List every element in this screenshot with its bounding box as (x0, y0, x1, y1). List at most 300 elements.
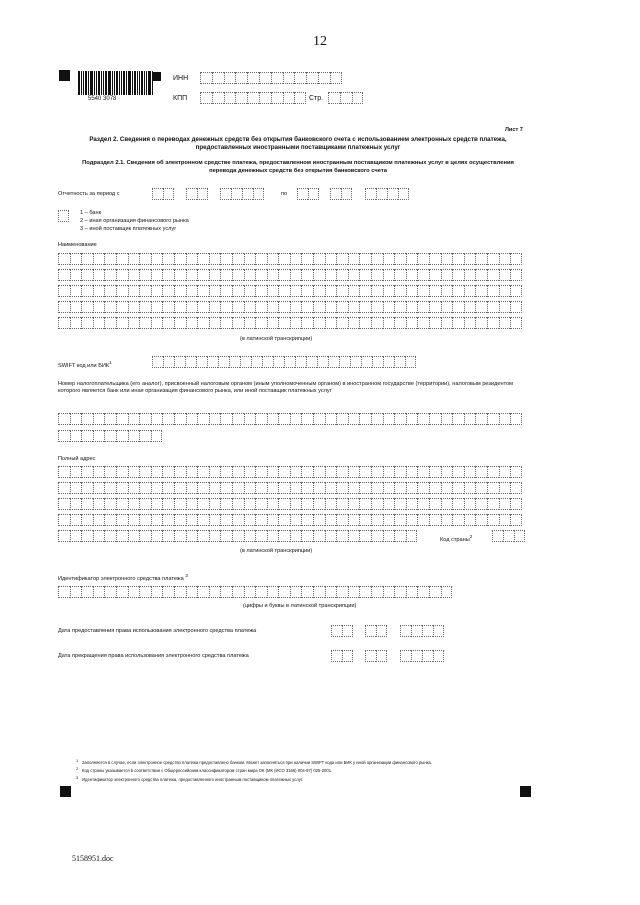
cell[interactable] (232, 253, 244, 265)
cell[interactable] (359, 301, 371, 313)
cell[interactable] (174, 530, 186, 542)
cell[interactable] (267, 466, 279, 478)
cell[interactable] (104, 530, 116, 542)
cell[interactable] (70, 317, 82, 329)
cell[interactable] (151, 269, 163, 281)
cell[interactable] (267, 301, 279, 313)
cell[interactable] (151, 253, 163, 265)
cell[interactable] (336, 466, 348, 478)
cell[interactable] (406, 269, 418, 281)
cell[interactable] (209, 514, 221, 526)
cell[interactable] (514, 530, 525, 542)
cell[interactable] (318, 72, 330, 84)
cell[interactable] (510, 285, 522, 297)
cell[interactable] (209, 413, 221, 425)
cell[interactable] (186, 530, 198, 542)
cell[interactable] (441, 285, 453, 297)
cell[interactable] (58, 530, 70, 542)
cell[interactable] (325, 466, 337, 478)
cell[interactable] (383, 269, 395, 281)
cell[interactable] (487, 317, 499, 329)
cell[interactable] (116, 285, 128, 297)
cell[interactable] (255, 285, 267, 297)
cell[interactable] (301, 413, 313, 425)
cell[interactable] (232, 413, 244, 425)
date-grant-day[interactable] (331, 625, 353, 637)
cell[interactable] (93, 253, 105, 265)
cell[interactable] (313, 482, 325, 494)
cell[interactable] (58, 285, 70, 297)
date-grant-year[interactable] (400, 625, 444, 637)
cell[interactable] (406, 317, 418, 329)
cell[interactable] (336, 514, 348, 526)
cell[interactable] (352, 92, 364, 104)
cell[interactable] (348, 285, 360, 297)
cell[interactable] (383, 285, 395, 297)
cell-row[interactable] (58, 253, 522, 265)
cell[interactable] (81, 482, 93, 494)
cell[interactable] (104, 498, 116, 510)
cell[interactable] (313, 317, 325, 329)
cell[interactable] (487, 514, 499, 526)
cell[interactable] (244, 253, 256, 265)
cell[interactable] (394, 253, 406, 265)
cell[interactable] (209, 586, 221, 598)
cell[interactable] (499, 514, 511, 526)
cell[interactable] (417, 253, 429, 265)
cell[interactable] (499, 413, 511, 425)
cell[interactable] (152, 356, 163, 368)
cell[interactable] (224, 92, 236, 104)
cell[interactable] (359, 317, 371, 329)
cell[interactable] (383, 514, 395, 526)
cell[interactable] (151, 413, 163, 425)
cell[interactable] (284, 356, 295, 368)
cell[interactable] (308, 188, 319, 200)
cell[interactable] (348, 269, 360, 281)
cell[interactable] (406, 482, 418, 494)
cell[interactable] (359, 413, 371, 425)
cell[interactable] (212, 72, 224, 84)
cell[interactable] (209, 301, 221, 313)
cell[interactable] (294, 92, 306, 104)
cell[interactable] (244, 301, 256, 313)
cell[interactable] (433, 650, 444, 662)
cell[interactable] (224, 72, 236, 84)
cell[interactable] (313, 269, 325, 281)
cell[interactable] (232, 269, 244, 281)
cell[interactable] (267, 413, 279, 425)
cell[interactable] (232, 317, 244, 329)
cell[interactable] (452, 317, 464, 329)
cell[interactable] (348, 301, 360, 313)
cell[interactable] (394, 317, 406, 329)
cell[interactable] (301, 466, 313, 478)
cell[interactable] (162, 466, 174, 478)
cell[interactable] (162, 269, 174, 281)
cell[interactable] (290, 317, 302, 329)
cell[interactable] (186, 317, 198, 329)
cell[interactable] (207, 356, 218, 368)
cell[interactable] (429, 317, 441, 329)
cell-row[interactable] (58, 514, 522, 526)
cell[interactable] (325, 498, 337, 510)
cell[interactable] (174, 514, 186, 526)
cell[interactable] (336, 253, 348, 265)
cell[interactable] (290, 482, 302, 494)
cell[interactable] (81, 514, 93, 526)
cell[interactable] (400, 650, 411, 662)
cell[interactable] (290, 269, 302, 281)
cell[interactable] (475, 269, 487, 281)
cell[interactable] (278, 586, 290, 598)
cell[interactable] (139, 466, 151, 478)
cell[interactable] (244, 514, 256, 526)
cell[interactable] (162, 514, 174, 526)
cell[interactable] (475, 498, 487, 510)
cell[interactable] (417, 413, 429, 425)
cell[interactable] (197, 285, 209, 297)
cell[interactable] (139, 430, 151, 442)
cell[interactable] (104, 285, 116, 297)
cell[interactable] (220, 301, 232, 313)
cell[interactable] (405, 356, 416, 368)
cell[interactable] (487, 466, 499, 478)
cell[interactable] (174, 586, 186, 598)
cell[interactable] (328, 92, 340, 104)
cell[interactable] (58, 317, 70, 329)
cell[interactable] (394, 466, 406, 478)
cell[interactable] (174, 413, 186, 425)
cell[interactable] (116, 514, 128, 526)
cell[interactable] (295, 356, 306, 368)
cell[interactable] (336, 285, 348, 297)
cell[interactable] (499, 482, 511, 494)
id-cells[interactable] (58, 586, 452, 598)
cell[interactable] (58, 514, 70, 526)
cell-row[interactable] (58, 498, 522, 510)
cell[interactable] (406, 530, 418, 542)
cell[interactable] (371, 586, 383, 598)
cell[interactable] (128, 498, 140, 510)
cell-row[interactable] (58, 285, 522, 297)
cell[interactable] (174, 285, 186, 297)
cell[interactable] (464, 413, 476, 425)
cell[interactable] (417, 466, 429, 478)
cell[interactable] (197, 466, 209, 478)
cell[interactable] (406, 301, 418, 313)
cell[interactable] (104, 413, 116, 425)
cell[interactable] (70, 530, 82, 542)
cell[interactable] (429, 514, 441, 526)
cell[interactable] (313, 514, 325, 526)
cell[interactable] (128, 413, 140, 425)
cell[interactable] (406, 285, 418, 297)
cell[interactable] (452, 413, 464, 425)
cell[interactable] (499, 317, 511, 329)
cell[interactable] (441, 413, 453, 425)
cell[interactable] (290, 413, 302, 425)
cell[interactable] (209, 285, 221, 297)
cell[interactable] (220, 413, 232, 425)
cell[interactable] (186, 586, 198, 598)
cell[interactable] (255, 498, 267, 510)
cell[interactable] (510, 514, 522, 526)
cell[interactable] (394, 285, 406, 297)
cell[interactable] (255, 317, 267, 329)
cell[interactable] (325, 301, 337, 313)
cell[interactable] (267, 514, 279, 526)
cell[interactable] (162, 301, 174, 313)
cell[interactable] (128, 430, 140, 442)
cell[interactable] (348, 530, 360, 542)
cell[interactable] (81, 301, 93, 313)
cell[interactable] (267, 586, 279, 598)
cell[interactable] (186, 498, 198, 510)
date-end-year[interactable] (400, 650, 444, 662)
cell[interactable] (93, 530, 105, 542)
cell[interactable] (151, 430, 163, 442)
cell[interactable] (104, 586, 116, 598)
cell[interactable] (70, 482, 82, 494)
period-from-day[interactable] (152, 188, 174, 200)
cell[interactable] (70, 466, 82, 478)
cell[interactable] (262, 356, 273, 368)
cell[interactable] (510, 482, 522, 494)
cell[interactable] (336, 530, 348, 542)
cell[interactable] (186, 301, 198, 313)
cell[interactable] (336, 586, 348, 598)
cell[interactable] (452, 301, 464, 313)
cell[interactable] (301, 530, 313, 542)
cell[interactable] (93, 466, 105, 478)
cell[interactable] (383, 301, 395, 313)
cell[interactable] (348, 482, 360, 494)
cell[interactable] (251, 356, 262, 368)
cell[interactable] (151, 514, 163, 526)
cell[interactable] (342, 625, 353, 637)
cell[interactable] (278, 498, 290, 510)
cell[interactable] (339, 356, 350, 368)
cell[interactable] (301, 269, 313, 281)
cell[interactable] (255, 269, 267, 281)
cell[interactable] (336, 498, 348, 510)
cell[interactable] (441, 498, 453, 510)
cell[interactable] (255, 586, 267, 598)
cell[interactable] (417, 317, 429, 329)
cell[interactable] (151, 466, 163, 478)
cell[interactable] (253, 188, 264, 200)
cell[interactable] (139, 482, 151, 494)
cell[interactable] (306, 72, 318, 84)
cell[interactable] (259, 92, 271, 104)
cell[interactable] (464, 482, 476, 494)
cell[interactable] (209, 498, 221, 510)
cell[interactable] (372, 356, 383, 368)
cell[interactable] (278, 514, 290, 526)
cell[interactable] (209, 269, 221, 281)
cell[interactable] (317, 356, 328, 368)
cell[interactable] (70, 498, 82, 510)
cell[interactable] (128, 514, 140, 526)
cell[interactable] (499, 253, 511, 265)
cell-row[interactable] (58, 482, 522, 494)
cell[interactable] (116, 498, 128, 510)
cell[interactable] (151, 285, 163, 297)
cell[interactable] (58, 466, 70, 478)
cell[interactable] (209, 253, 221, 265)
cell[interactable] (58, 482, 70, 494)
cell[interactable] (394, 482, 406, 494)
cell[interactable] (81, 317, 93, 329)
cell[interactable] (200, 92, 212, 104)
cell[interactable] (464, 514, 476, 526)
cell[interactable] (325, 482, 337, 494)
cell[interactable] (255, 530, 267, 542)
taxpayer-cells-row2[interactable] (58, 430, 162, 442)
cell[interactable] (464, 317, 476, 329)
cell[interactable] (116, 482, 128, 494)
cell[interactable] (116, 413, 128, 425)
cell[interactable] (162, 285, 174, 297)
cell[interactable] (244, 413, 256, 425)
cell[interactable] (433, 625, 444, 637)
cell[interactable] (151, 317, 163, 329)
cell[interactable] (406, 253, 418, 265)
cell[interactable] (244, 530, 256, 542)
cell[interactable] (383, 466, 395, 478)
cell[interactable] (232, 530, 244, 542)
cell-row[interactable] (58, 530, 417, 542)
cell[interactable] (452, 482, 464, 494)
cell[interactable] (510, 413, 522, 425)
cell[interactable] (359, 466, 371, 478)
cell[interactable] (429, 498, 441, 510)
cell[interactable] (348, 586, 360, 598)
cell[interactable] (267, 253, 279, 265)
cell[interactable] (116, 253, 128, 265)
cell[interactable] (197, 253, 209, 265)
cell[interactable] (81, 586, 93, 598)
cell[interactable] (510, 317, 522, 329)
cell[interactable] (290, 253, 302, 265)
cell[interactable] (220, 514, 232, 526)
cell[interactable] (70, 269, 82, 281)
cell[interactable] (271, 92, 283, 104)
cell[interactable] (330, 188, 341, 200)
cell[interactable] (429, 285, 441, 297)
cell[interactable] (487, 482, 499, 494)
period-from-month[interactable] (186, 188, 208, 200)
cell[interactable] (394, 586, 406, 598)
cell[interactable] (452, 269, 464, 281)
cell[interactable] (297, 188, 308, 200)
cell[interactable] (186, 413, 198, 425)
cell[interactable] (359, 514, 371, 526)
cell[interactable] (70, 285, 82, 297)
cell[interactable] (58, 498, 70, 510)
cell[interactable] (58, 430, 70, 442)
cell[interactable] (313, 285, 325, 297)
cell[interactable] (387, 188, 398, 200)
cell[interactable] (417, 301, 429, 313)
cell[interactable] (209, 317, 221, 329)
cell[interactable] (255, 253, 267, 265)
cell[interactable] (406, 586, 418, 598)
cell[interactable] (376, 188, 387, 200)
cell[interactable] (301, 317, 313, 329)
cell[interactable] (197, 301, 209, 313)
cell[interactable] (81, 253, 93, 265)
cell[interactable] (209, 482, 221, 494)
cell[interactable] (197, 498, 209, 510)
cell[interactable] (93, 317, 105, 329)
cell[interactable] (229, 356, 240, 368)
cell[interactable] (371, 498, 383, 510)
period-to-month[interactable] (330, 188, 352, 200)
cell[interactable] (325, 317, 337, 329)
cell[interactable] (487, 269, 499, 281)
cell[interactable] (394, 514, 406, 526)
cell[interactable] (174, 253, 186, 265)
cell[interactable] (510, 498, 522, 510)
cell-row[interactable] (58, 466, 522, 478)
cell-row[interactable] (58, 317, 522, 329)
cell[interactable] (290, 530, 302, 542)
cell[interactable] (406, 413, 418, 425)
cell[interactable] (475, 413, 487, 425)
cell[interactable] (244, 269, 256, 281)
cell[interactable] (267, 317, 279, 329)
cell[interactable] (452, 285, 464, 297)
cell[interactable] (441, 586, 453, 598)
cell[interactable] (290, 514, 302, 526)
cell[interactable] (151, 498, 163, 510)
cell[interactable] (232, 285, 244, 297)
cell[interactable] (325, 413, 337, 425)
cell[interactable] (294, 72, 306, 84)
cell[interactable] (394, 269, 406, 281)
cell[interactable] (365, 650, 376, 662)
cell[interactable] (139, 285, 151, 297)
cell[interactable] (475, 514, 487, 526)
cell[interactable] (283, 92, 295, 104)
cell[interactable] (325, 514, 337, 526)
cell[interactable] (197, 482, 209, 494)
cell[interactable] (464, 269, 476, 281)
cell[interactable] (151, 301, 163, 313)
cell[interactable] (186, 269, 198, 281)
cell[interactable] (441, 466, 453, 478)
cell[interactable] (116, 269, 128, 281)
cell[interactable] (93, 269, 105, 281)
cell[interactable] (186, 514, 198, 526)
period-to-day[interactable] (297, 188, 319, 200)
cell[interactable] (278, 466, 290, 478)
cell[interactable] (232, 586, 244, 598)
cell[interactable] (174, 482, 186, 494)
cell[interactable] (376, 625, 387, 637)
cell[interactable] (441, 317, 453, 329)
date-grant-month[interactable] (365, 625, 387, 637)
cell[interactable] (162, 253, 174, 265)
cell[interactable] (417, 586, 429, 598)
cell[interactable] (406, 466, 418, 478)
cell[interactable] (58, 301, 70, 313)
cell[interactable] (255, 482, 267, 494)
cell[interactable] (196, 356, 207, 368)
taxpayer-cells-row1[interactable] (58, 413, 522, 425)
